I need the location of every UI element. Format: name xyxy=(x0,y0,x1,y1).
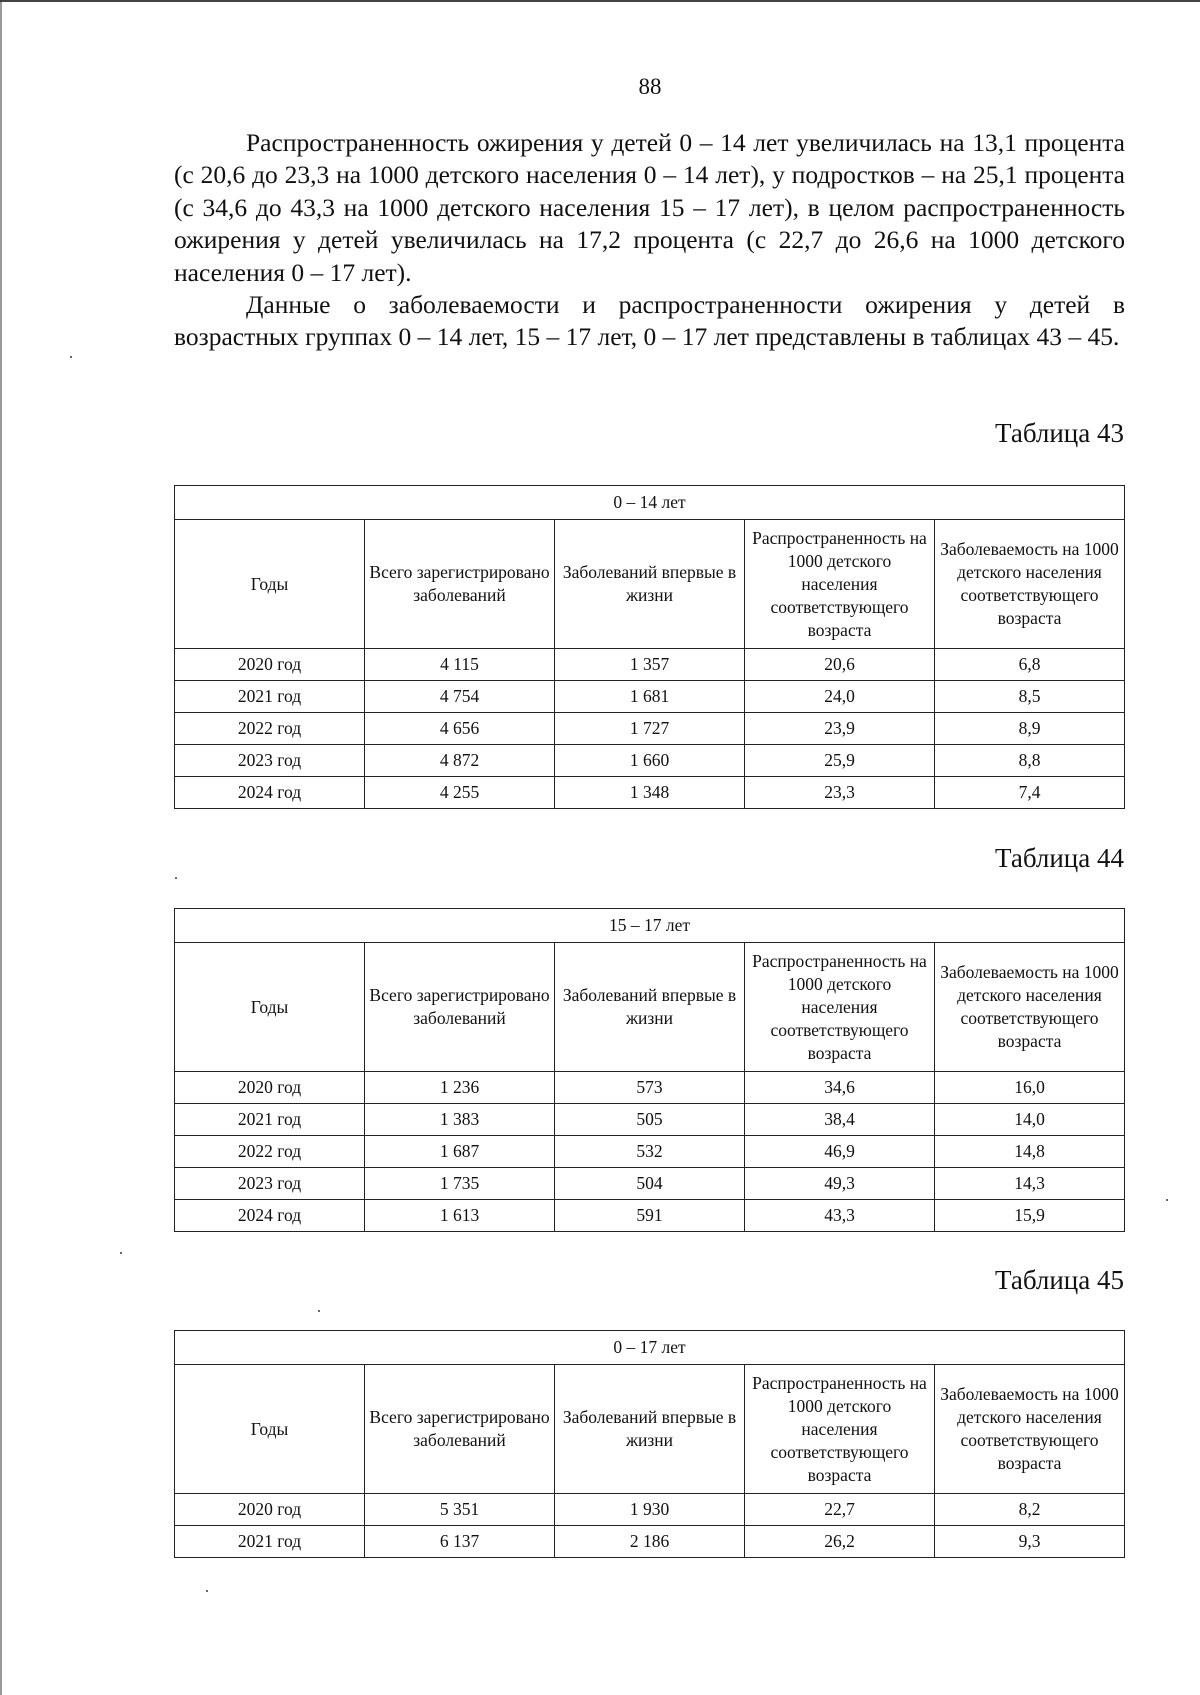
header-total: Всего зарегистрировано заболеваний xyxy=(365,1365,555,1494)
header-years: Годы xyxy=(175,943,365,1072)
cell-total: 4 656 xyxy=(365,713,555,745)
cell-year: 2020 год xyxy=(175,649,365,681)
cell-year: 2021 год xyxy=(175,1526,365,1558)
table-row xyxy=(175,681,1125,713)
cell-first: 1 681 xyxy=(555,681,745,713)
scan-speck xyxy=(318,1310,320,1312)
cell-incidence: 14,8 xyxy=(935,1136,1125,1168)
cell-first: 532 xyxy=(555,1136,745,1168)
cell-prevalence: 23,9 xyxy=(745,713,935,745)
table-row xyxy=(175,1072,1125,1104)
cell-total: 4 255 xyxy=(365,777,555,809)
cell-total: 1 735 xyxy=(365,1168,555,1200)
cell-year: 2020 год xyxy=(175,1494,365,1526)
cell-first: 504 xyxy=(555,1168,745,1200)
cell-incidence: 8,2 xyxy=(935,1494,1125,1526)
page-number: 88 xyxy=(638,74,662,99)
paragraph-2: Данные о заболеваемости и распространенности ожирения у детей в возрастных группах 0 – 14 лет, 15 – 17 лет, 0 – 17 лет представлены в таблицах 43 – 45. xyxy=(174,290,1125,352)
age-group-header: 0 – 14 лет xyxy=(175,486,1125,520)
table-44 xyxy=(174,908,1125,1232)
cell-year: 2020 год xyxy=(175,1072,365,1104)
cell-prevalence: 38,4 xyxy=(745,1104,935,1136)
cell-prevalence: 22,7 xyxy=(745,1494,935,1526)
cell-incidence: 15,9 xyxy=(935,1200,1125,1232)
cell-prevalence: 46,9 xyxy=(745,1136,935,1168)
cell-incidence: 7,4 xyxy=(935,777,1125,809)
cell-total: 5 351 xyxy=(365,1494,555,1526)
header-first: Заболеваний впервые в жизни xyxy=(555,943,745,1072)
table-44-label: Таблица 44 xyxy=(995,843,1124,873)
cell-year: 2023 год xyxy=(175,1168,365,1200)
cell-incidence: 14,0 xyxy=(935,1104,1125,1136)
scan-speck xyxy=(1166,1199,1168,1201)
scan-speck xyxy=(175,877,177,879)
scan-left-edge xyxy=(0,0,2,1695)
table-row xyxy=(175,745,1125,777)
cell-year: 2021 год xyxy=(175,1104,365,1136)
scan-speck xyxy=(70,356,72,358)
cell-incidence: 14,3 xyxy=(935,1168,1125,1200)
table-row xyxy=(175,1136,1125,1168)
cell-total: 4 754 xyxy=(365,681,555,713)
cell-first: 591 xyxy=(555,1200,745,1232)
header-first: Заболеваний впервые в жизни xyxy=(555,1365,745,1494)
cell-prevalence: 25,9 xyxy=(745,745,935,777)
cell-first: 1 348 xyxy=(555,777,745,809)
cell-year: 2024 год xyxy=(175,777,365,809)
cell-total: 1 383 xyxy=(365,1104,555,1136)
cell-first: 1 660 xyxy=(555,745,745,777)
cell-total: 4 115 xyxy=(365,649,555,681)
cell-year: 2024 год xyxy=(175,1200,365,1232)
cell-prevalence: 20,6 xyxy=(745,649,935,681)
cell-first: 1 930 xyxy=(555,1494,745,1526)
cell-prevalence: 49,3 xyxy=(745,1168,935,1200)
cell-first: 1 727 xyxy=(555,713,745,745)
cell-prevalence: 24,0 xyxy=(745,681,935,713)
table-43 xyxy=(174,485,1125,809)
cell-prevalence: 26,2 xyxy=(745,1526,935,1558)
cell-total: 6 137 xyxy=(365,1526,555,1558)
table-row xyxy=(175,1104,1125,1136)
header-years: Годы xyxy=(175,520,365,649)
table-row xyxy=(175,649,1125,681)
header-prevalence: Распространенность на 1000 детского населения соответствующего возраста xyxy=(745,1365,935,1494)
scan-speck xyxy=(120,1252,122,1254)
header-incidence: Заболеваемость на 1000 детского населения соответствующего возраста xyxy=(935,1365,1125,1494)
table-45 xyxy=(174,1330,1125,1558)
cell-incidence: 8,5 xyxy=(935,681,1125,713)
cell-incidence: 16,0 xyxy=(935,1072,1125,1104)
cell-prevalence: 43,3 xyxy=(745,1200,935,1232)
header-total: Всего зарегистрировано заболеваний xyxy=(365,520,555,649)
header-years: Годы xyxy=(175,1365,365,1494)
age-group-header: 15 – 17 лет xyxy=(175,909,1125,943)
table-row xyxy=(175,713,1125,745)
cell-incidence: 9,3 xyxy=(935,1526,1125,1558)
cell-year: 2022 год xyxy=(175,713,365,745)
scan-top-edge xyxy=(0,0,1200,2)
cell-total: 1 236 xyxy=(365,1072,555,1104)
cell-incidence: 6,8 xyxy=(935,649,1125,681)
header-first: Заболеваний впервые в жизни xyxy=(555,520,745,649)
table-row xyxy=(175,777,1125,809)
cell-first: 2 186 xyxy=(555,1526,745,1558)
cell-first: 1 357 xyxy=(555,649,745,681)
cell-first: 505 xyxy=(555,1104,745,1136)
paragraph-1: Распространенность ожирения у детей 0 – 14 лет увеличилась на 13,1 процента (с 20,6 до 23,3 на 1000 детского населения 0 – 14 лет), у подростков – на 25,1 процента (с 34,6 до 43,3 на 1000 детского населения 15 – 17 лет), в целом распространенность ожирения у детей увеличилась на 17,2 процента (с 22,7 до 26,6 на 1000 детского населения 0 – 17 лет). xyxy=(174,128,1125,287)
cell-total: 1 687 xyxy=(365,1136,555,1168)
cell-year: 2023 год xyxy=(175,745,365,777)
table-row xyxy=(175,1494,1125,1526)
cell-incidence: 8,9 xyxy=(935,713,1125,745)
cell-prevalence: 23,3 xyxy=(745,777,935,809)
cell-incidence: 8,8 xyxy=(935,745,1125,777)
table-row xyxy=(175,1526,1125,1558)
table-row xyxy=(175,1168,1125,1200)
header-prevalence: Распространенность на 1000 детского населения соответствующего возраста xyxy=(745,520,935,649)
table-row xyxy=(175,1200,1125,1232)
cell-year: 2021 год xyxy=(175,681,365,713)
header-total: Всего зарегистрировано заболеваний xyxy=(365,943,555,1072)
header-incidence: Заболеваемость на 1000 детского населения соответствующего возраста xyxy=(935,520,1125,649)
table-43-label: Таблица 43 xyxy=(995,418,1124,448)
header-prevalence: Распространенность на 1000 детского населения соответствующего возраста xyxy=(745,943,935,1072)
cell-total: 4 872 xyxy=(365,745,555,777)
cell-year: 2022 год xyxy=(175,1136,365,1168)
cell-total: 1 613 xyxy=(365,1200,555,1232)
cell-prevalence: 34,6 xyxy=(745,1072,935,1104)
header-incidence: Заболеваемость на 1000 детского населения соответствующего возраста xyxy=(935,943,1125,1072)
age-group-header: 0 – 17 лет xyxy=(175,1331,1125,1365)
cell-first: 573 xyxy=(555,1072,745,1104)
scan-speck xyxy=(206,1590,208,1592)
table-45-label: Таблица 45 xyxy=(995,1265,1124,1295)
